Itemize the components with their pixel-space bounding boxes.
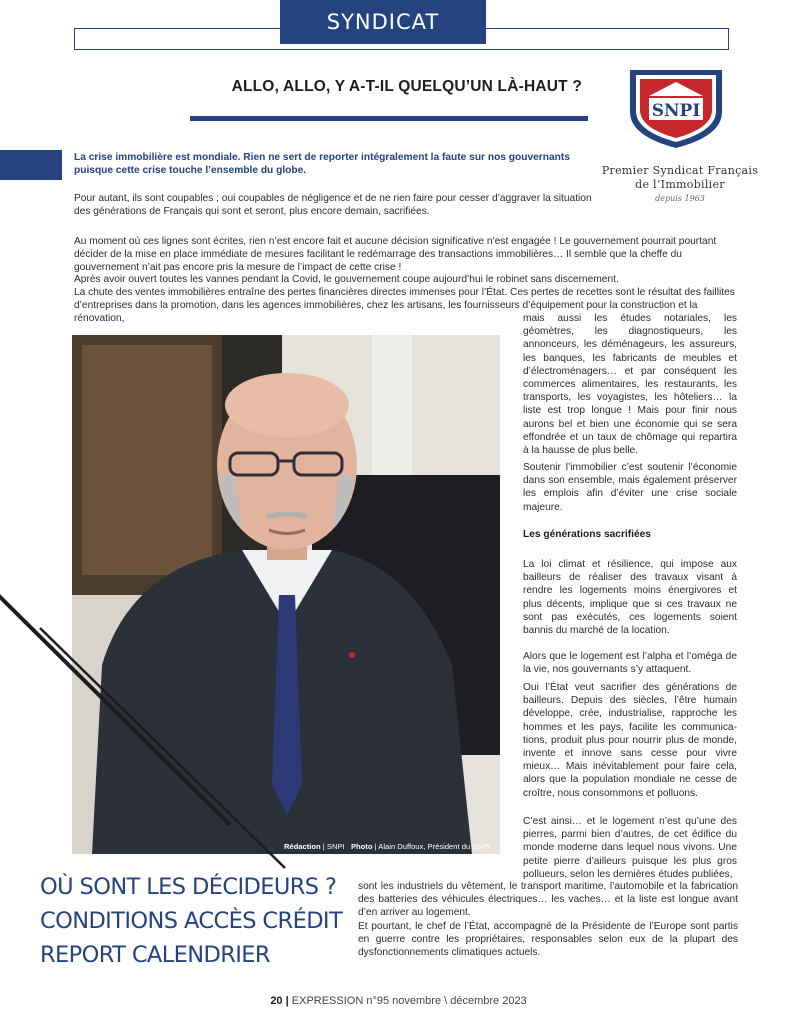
paragraph: sont les industriels du vêtement, le transport maritime, l’automobile et la fabrication des batteries des véhicules électriques… les vaches… et la liste est longue avant d’en arriver au logement. bbox=[358, 881, 738, 919]
column-paragraph: C’est ainsi… et le logement n’est qu’une des pierres, parmi bien d’autres, de cet édifice du monde moderne dans lequel nous vivons. Une petite pierre d’ailleurs puisque les plus gros pollueurs, selon les dernières études publiées, bbox=[523, 816, 737, 880]
article-title: ALLO, ALLO, Y A-T-IL QUELQU’UN LÀ-HAUT ? bbox=[231, 78, 582, 95]
logo-caption-line1: Premier Syndicat Français bbox=[601, 164, 759, 177]
headline-line-2: CONDITIONS ACCÈS CRÉDIT bbox=[40, 908, 343, 934]
logo-text: SNPI bbox=[651, 101, 701, 121]
section-tab: SYNDICAT bbox=[280, 0, 486, 44]
magazine-issue: EXPRESSION n°95 novembre \ décembre 2023 bbox=[291, 995, 527, 1007]
paragraph: Au moment où ces lignes sont écrites, rien n’est encore fait et aucune décision significative n’est engagée ! Le gouvernement pourrait pourtant décider de la mise en place immédiate de mesures facilitant le redémarrage des transactions immobilières… Il semble que la cheffe du gouvernement n’ait pas encore pris la mesure de l’impact de cette crise ! bbox=[74, 236, 717, 274]
snpi-logo bbox=[627, 68, 725, 150]
column-paragraph: Alors que le logement est l’alpha et l’oméga de la vie, nos gouvernants s’y attaquent. bbox=[523, 651, 737, 676]
paragraph: La chute des ventes immobilières entraîne des pertes financières directes immenses pour l’État. Ces pertes de recettes sont le résultat des faillites d’entreprises dans la promotion, dans les agences immobilières, chez les artisans, les fournisseurs d’équipement pour la construction et la rénovation, bbox=[74, 287, 735, 325]
credit-value-photo: Alain Duffoux, Président du SNPI bbox=[378, 842, 490, 851]
logo-caption-line2: de l’Immobilier bbox=[635, 178, 725, 191]
column-paragraph: mais aussi les études notariales, les géomètres, les diagnostiqueurs, les annonceurs, les déménageurs, les assureurs, les banques, les fabricants de meubles et d’électroménagers… et par conséquent les commerces alimentaires, les restaurants, les transports, les voyagistes, les hôteliers… la liste est trop longue ! Mais pour finir nous aurons bel et bien une économie qui se sera effondrée et un taux de chômage qui repartira à la hausse de plus belle. bbox=[523, 313, 737, 457]
decorative-diagonal-lines bbox=[0, 570, 360, 870]
title-underline bbox=[190, 116, 588, 121]
column-paragraph: Oui l’État veut sacrifier des générations de bailleurs. Depuis des siècles, l’être humain développe, crée, industrialise, rapproche les hommes et les pays, facilite les communications, produit plus pour nourrir plus de monde, invente et innove sans cesse pour vivre mieux… Mais inévitablement pour faire cela, alors que la population mondiale ne cesse de croître, nous consommons et polluons. bbox=[523, 682, 737, 799]
paragraph: Pour autant, ils sont coupables ; oui coupables de négligence et de ne rien faire pour cesser d’aggraver la situation des générations de Français qui sont et seront, plus encore demain, sacrifiées. bbox=[74, 193, 592, 218]
photo-credit: Rédaction | SNPI Photo | Alain Duffoux, Président du SNPI bbox=[283, 842, 490, 851]
page-footer: 20 | EXPRESSION n°95 novembre \ décembre 2023 bbox=[270, 995, 527, 1007]
lead-accent-bar bbox=[0, 150, 62, 180]
paragraph: Et pourtant, le chef de l’État, accompagné de la Présidente de l’Europe sont partis en guerre contre les propriétaires, responsables selon eux de la plupart des dysfonctionnements climatiques actuels. bbox=[358, 921, 738, 959]
logo-caption bbox=[600, 164, 760, 203]
article-lead: La crise immobilière est mondiale. Rien ne sert de reporter intégralement la faute sur nos gouvernants puisque cette crise touche l’ensemble du globe. bbox=[74, 152, 570, 176]
column-paragraph: Soutenir l’immobilier c’est soutenir l’économie dans son ensemble, mais également préserver les emplois afin d’éviter une crise sociale majeure. bbox=[523, 462, 737, 513]
headline-line-3: REPORT CALENDRIER bbox=[40, 942, 270, 968]
paragraph: Après avoir ouvert toutes les vannes pendant la Covid, le gouvernement coupe aujourd’hui le robinet sans discernement. bbox=[74, 274, 619, 285]
headline-line-1: OÙ SONT LES DÉCIDEURS ? bbox=[40, 874, 337, 900]
credit-label-redaction: Rédaction bbox=[283, 842, 321, 851]
logo-caption-since: depuis 1963 bbox=[655, 194, 705, 203]
page-number: 20 bbox=[270, 995, 283, 1007]
credit-value-redaction: SNPI bbox=[326, 842, 345, 851]
credit-label-photo: Photo bbox=[350, 842, 373, 851]
section-subheading: Les générations sacrifiées bbox=[523, 529, 651, 540]
column-paragraph: La loi climat et résilience, qui impose aux bailleurs de réaliser des travaux visant à rendre les logements moins énergivores et plus décents, implique que si ces travaux ne sont pas exécutés, ces logements soient bannis du marché de la location. bbox=[523, 559, 737, 637]
